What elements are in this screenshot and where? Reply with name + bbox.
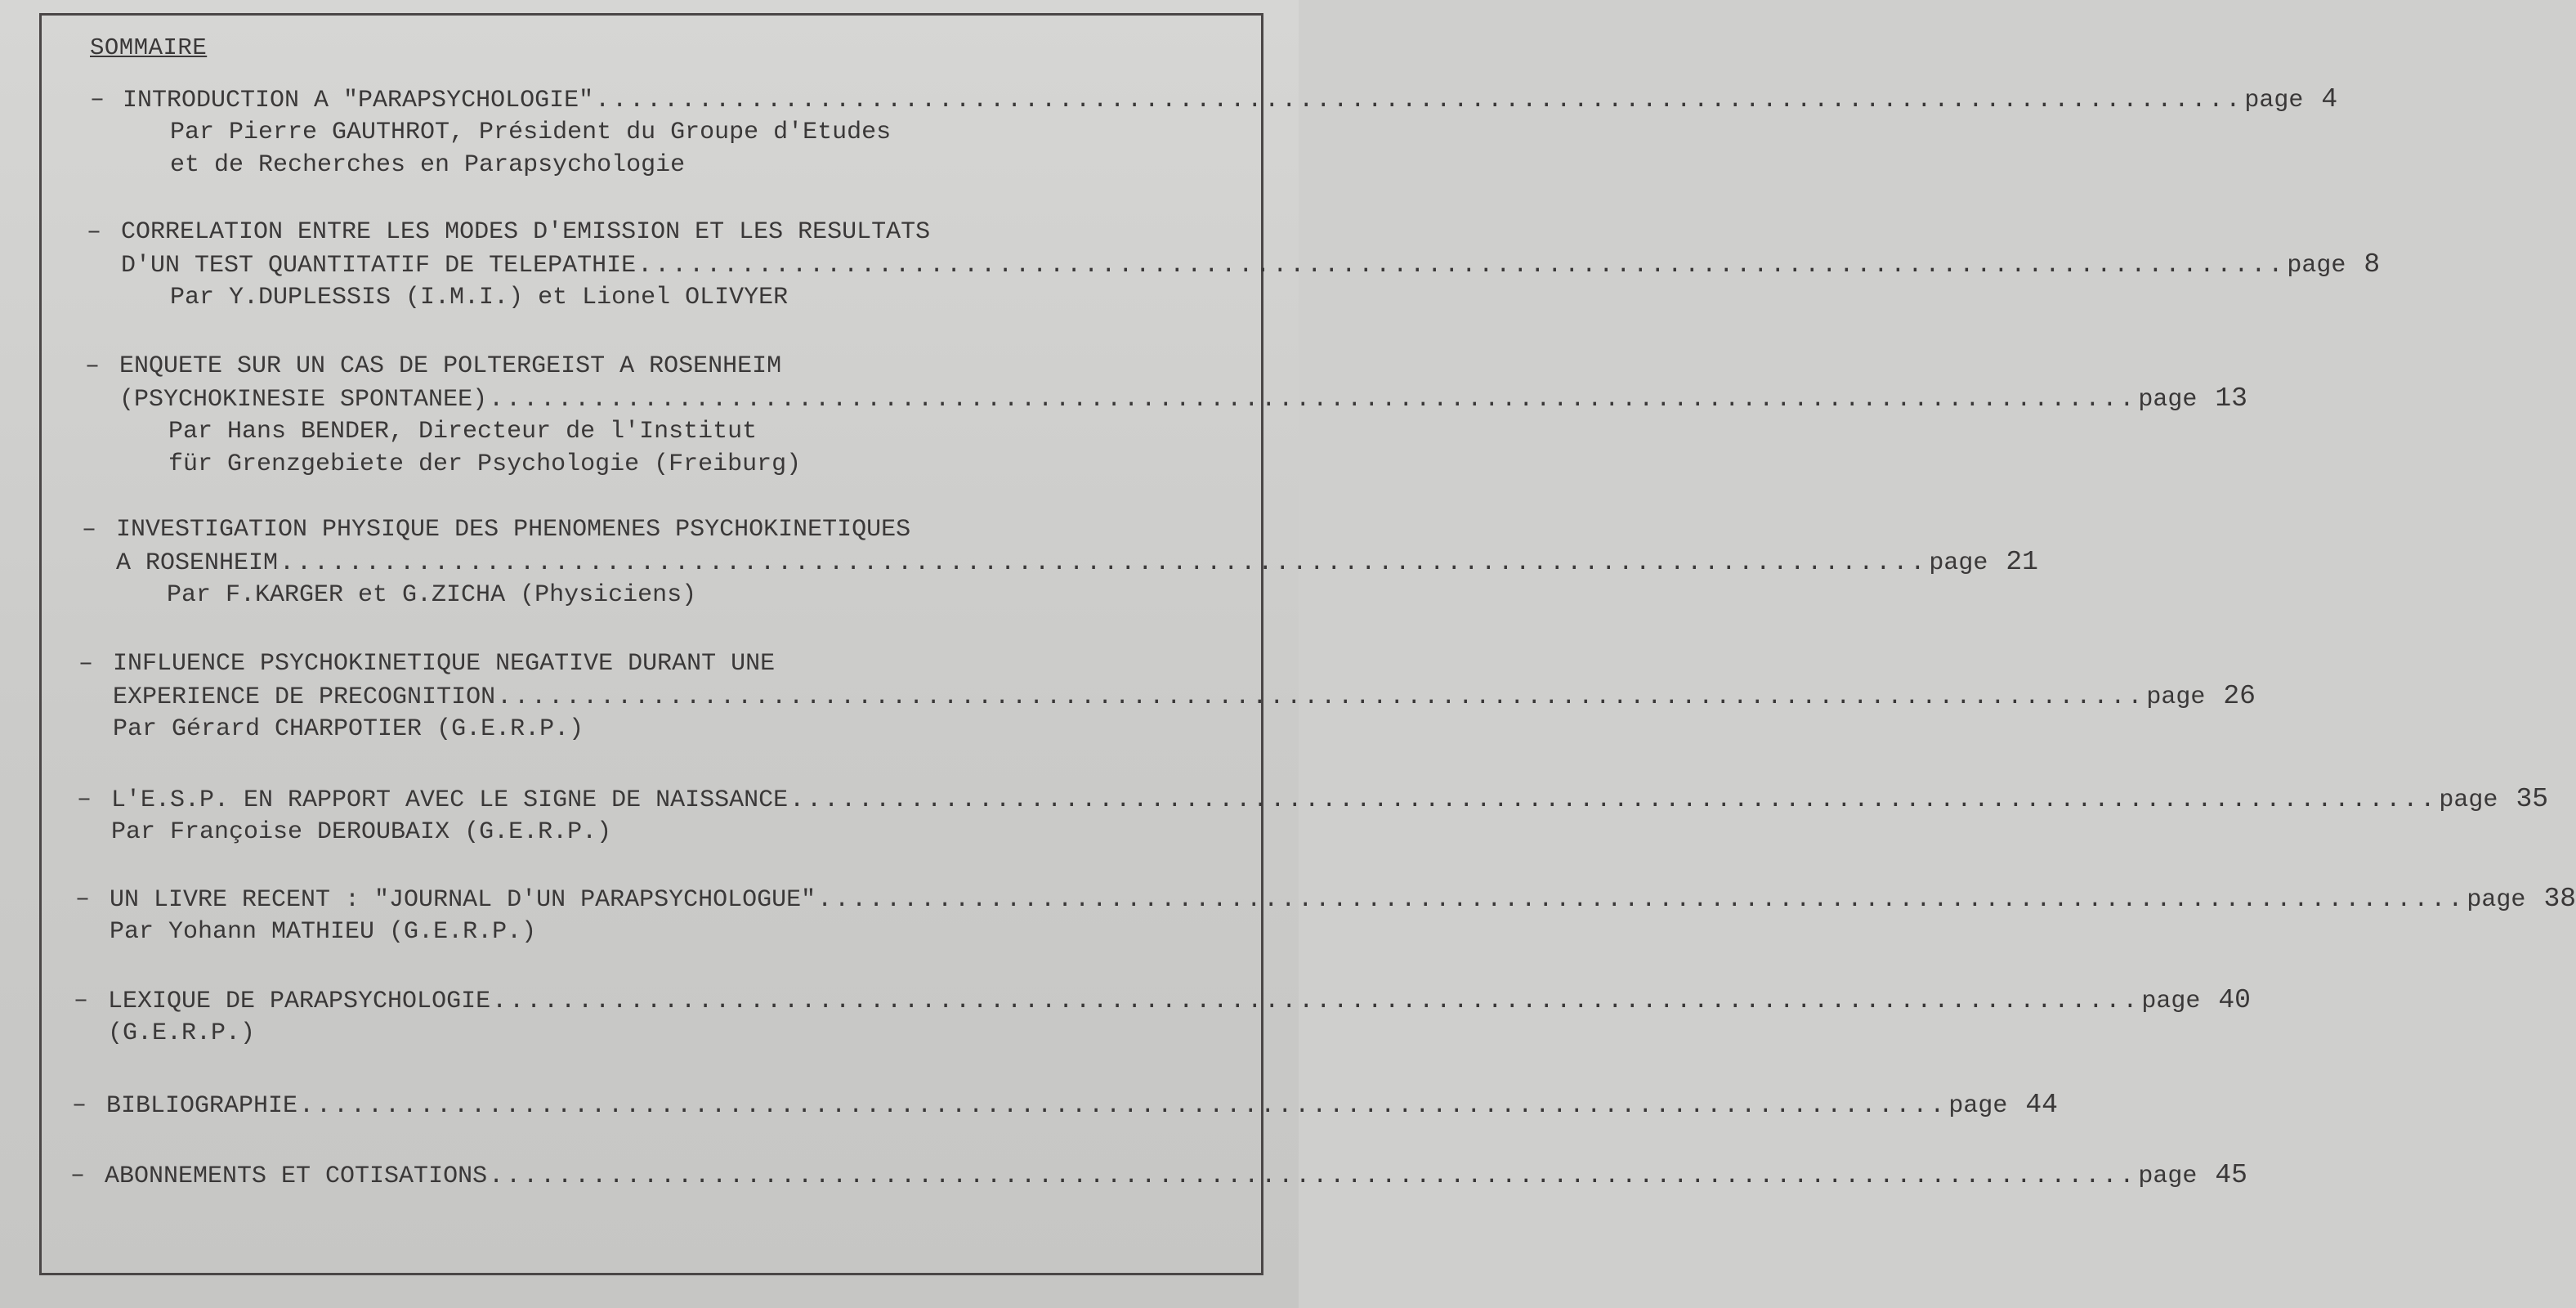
entry-author: Par F.KARGER et G.ZICHA (Physiciens) bbox=[167, 581, 697, 609]
page-number: 4 bbox=[2321, 84, 2338, 114]
entry-author: Par Y.DUPLESSIS (I.M.I.) et Lionel OLIVYER bbox=[170, 284, 789, 311]
page-number: 13 bbox=[2215, 383, 2247, 414]
page-number: 45 bbox=[2215, 1160, 2247, 1190]
entry-title: CORRELATION ENTRE LES MODES D'EMISSION ET LES RESULTATS bbox=[121, 218, 931, 246]
entry-author: Par Gérard CHARPOTIER (G.E.R.P.) bbox=[113, 715, 584, 743]
dot-leader: ................................................................................................ bbox=[817, 886, 2466, 914]
page-label: page bbox=[2138, 1162, 2198, 1190]
entry-title: INFLUENCE PSYCHOKINETIQUE NEGATIVE DURANT UNE bbox=[113, 650, 776, 678]
entry-title: BIBLIOGRAPHIE bbox=[106, 1092, 298, 1120]
entry-dash: – bbox=[87, 218, 102, 246]
dot-leader: ................................................................................................ bbox=[489, 1162, 2137, 1190]
dot-leader: ................................................................................................ bbox=[637, 252, 2286, 280]
page-number: 8 bbox=[2364, 249, 2381, 280]
entry-author: Par Pierre GAUTHROT, Président du Groupe d'Etudes bbox=[170, 119, 892, 146]
page-label: page bbox=[2244, 87, 2304, 114]
entry-title: D'UN TEST QUANTITATIF DE TELEPATHIE bbox=[121, 252, 637, 280]
entry-dash: – bbox=[85, 352, 101, 380]
page-number: 21 bbox=[2006, 547, 2038, 577]
dot-leader: ................................................................................................ bbox=[497, 683, 2145, 711]
entry-author: Par Yohann MATHIEU (G.E.R.P.) bbox=[110, 918, 537, 946]
page-label: page bbox=[2439, 786, 2498, 814]
page-label: page bbox=[2138, 386, 2198, 414]
page-number: 38 bbox=[2543, 884, 2576, 914]
entry-title: L'E.S.P. EN RAPPORT AVEC LE SIGNE DE NAISSANCE bbox=[111, 786, 789, 814]
page-label: page bbox=[2146, 683, 2206, 711]
dot-leader: ................................................................................................ bbox=[595, 87, 2243, 114]
entry-dash: – bbox=[77, 786, 92, 813]
entry-dash: – bbox=[75, 885, 91, 913]
entry-title: (PSYCHOKINESIE SPONTANEE) bbox=[119, 386, 488, 414]
entry-dash: – bbox=[78, 650, 94, 678]
entry-dash: – bbox=[82, 516, 97, 544]
entry-dash: – bbox=[90, 86, 105, 114]
entry-title: LEXIQUE DE PARAPSYCHOLOGIE bbox=[108, 988, 491, 1015]
dot-leader: ................................................................................................ bbox=[492, 988, 2140, 1015]
entry-author: für Grenzgebiete der Psychologie (Freiburg) bbox=[168, 450, 802, 478]
entry-author: et de Recherches en Parapsychologie bbox=[170, 151, 686, 179]
page-number: 35 bbox=[2516, 784, 2549, 814]
page-label: page bbox=[2141, 988, 2201, 1015]
entry-dash: – bbox=[74, 987, 89, 1015]
page-label: page bbox=[1948, 1092, 2008, 1120]
page-label: page bbox=[2466, 886, 2526, 914]
entry-dash: – bbox=[72, 1091, 87, 1119]
entry-title: INVESTIGATION PHYSIQUE DES PHENOMENES PSYCHOKINETIQUES bbox=[116, 516, 911, 544]
entry-title: INTRODUCTION A "PARAPSYCHOLOGIE" bbox=[123, 87, 594, 114]
dot-leader: ................................................................................................ bbox=[789, 786, 2438, 814]
entry-author: Par Françoise DEROUBAIX (G.E.R.P.) bbox=[111, 818, 612, 846]
entry-dash: – bbox=[70, 1162, 86, 1189]
page-label: page bbox=[1929, 549, 1988, 577]
entry-author: (G.E.R.P.) bbox=[108, 1019, 256, 1047]
toc-title: SOMMAIRE bbox=[90, 34, 208, 61]
dot-leader: ................................................................................................ bbox=[299, 1092, 1948, 1120]
entry-author: Par Hans BENDER, Directeur de l'Institut bbox=[168, 418, 758, 446]
page-label: page bbox=[2287, 252, 2346, 280]
page-number: 44 bbox=[2025, 1090, 2058, 1120]
dot-leader: ................................................................................................ bbox=[280, 549, 1928, 577]
entry-title: UN LIVRE RECENT : "JOURNAL D'UN PARAPSYCHOLOGUE" bbox=[110, 886, 816, 914]
page-number: 26 bbox=[2223, 681, 2256, 711]
page-number: 40 bbox=[2218, 985, 2251, 1015]
entry-title: EXPERIENCE DE PRECOGNITION bbox=[113, 683, 496, 711]
entry-title: ABONNEMENTS ET COTISATIONS bbox=[105, 1162, 488, 1190]
entry-title: A ROSENHEIM bbox=[116, 549, 279, 577]
dot-leader: ................................................................................................ bbox=[489, 386, 2137, 414]
entry-title: ENQUETE SUR UN CAS DE POLTERGEIST A ROSENHEIM bbox=[119, 352, 782, 380]
